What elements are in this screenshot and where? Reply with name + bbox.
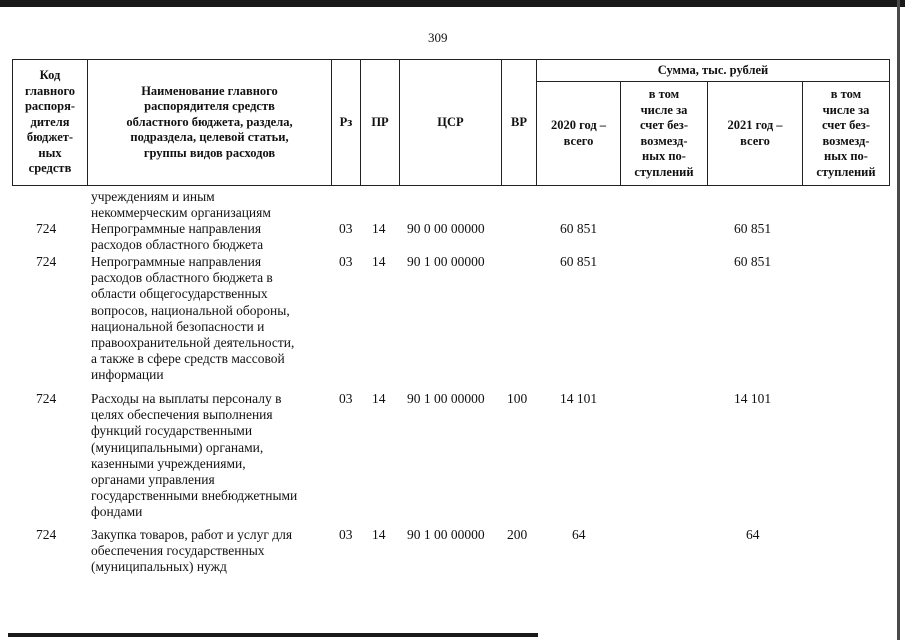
header-sum: Сумма, тыс. рублей: [537, 60, 890, 82]
row-name: Расходы на выплаты персоналу в целях обеспечения выполнения функций государственными (муниципальными) органами, казенными учреждениями, органами управления государственными внебюджетными фондами: [91, 391, 298, 520]
row-name: Непрограммные направления расходов областного бюджета в области общегосударственных вопросов, национальной обороны, национальной безопасности и правоохранительной деятельности, а также в сфере средств массовой информации: [91, 254, 295, 383]
row-name: учреждениям и иным некоммерческим организациям: [91, 189, 271, 221]
row-pr: 14: [372, 221, 386, 236]
row-code: 724: [36, 221, 57, 236]
row-rz: 03: [339, 527, 353, 542]
row-2020-total: 14 101: [560, 391, 598, 406]
row-2020-total: 60 851: [560, 221, 598, 236]
row-rz: 03: [339, 391, 353, 406]
row-pr: 14: [372, 527, 386, 542]
row-rz: 03: [339, 221, 353, 236]
row-code: 724: [36, 254, 57, 269]
header-2021-total: 2021 год – всего: [708, 82, 803, 186]
header-csr: ЦСР: [400, 60, 502, 186]
row-rz: 03: [339, 254, 353, 269]
table-header: [12, 59, 890, 186]
scan-border-right: [897, 0, 900, 640]
row-name: Непрограммные направления расходов областного бюджета: [91, 221, 264, 253]
row-2020-total: 60 851: [560, 254, 598, 269]
row-csr: 90 0 00 00000: [407, 221, 485, 236]
header-2020-total: 2020 год – всего: [537, 82, 621, 186]
header-pr: ПР: [361, 60, 400, 186]
row-code: 724: [36, 527, 57, 542]
header-name: Наименование главного распорядителя средств областного бюджета, раздела, подраздела, целевой статьи, группы видов расходов: [88, 60, 332, 186]
row-csr: 90 1 00 00000: [407, 254, 485, 269]
header-2020-grants: в том числе за счет без- возмезд- ных по- ступлений: [621, 82, 708, 186]
row-vr: 200: [507, 527, 528, 542]
scan-border-bottom: [8, 633, 538, 637]
row-2021-total: 60 851: [734, 221, 772, 236]
header-vr: ВР: [502, 60, 537, 186]
row-name: Закупка товаров, работ и услуг для обеспечения государственных (муниципальных) нужд: [91, 527, 293, 575]
row-2021-total: 60 851: [734, 254, 772, 269]
row-csr: 90 1 00 00000: [407, 391, 485, 406]
row-csr: 90 1 00 00000: [407, 527, 485, 542]
row-2021-total: 64: [746, 527, 760, 542]
page-number: 309: [428, 30, 448, 45]
row-pr: 14: [372, 254, 386, 269]
row-vr: 100: [507, 391, 528, 406]
header-2021-grants: в том числе за счет без- возмезд- ных по- ступлений: [803, 82, 890, 186]
row-2021-total: 14 101: [734, 391, 772, 406]
row-2020-total: 64: [572, 527, 586, 542]
scan-border-top: [0, 0, 905, 7]
header-code: Код главного распоря- дителя бюджет- ных средств: [13, 60, 88, 186]
row-pr: 14: [372, 391, 386, 406]
header-rz: Рз: [332, 60, 361, 186]
row-code: 724: [36, 391, 57, 406]
